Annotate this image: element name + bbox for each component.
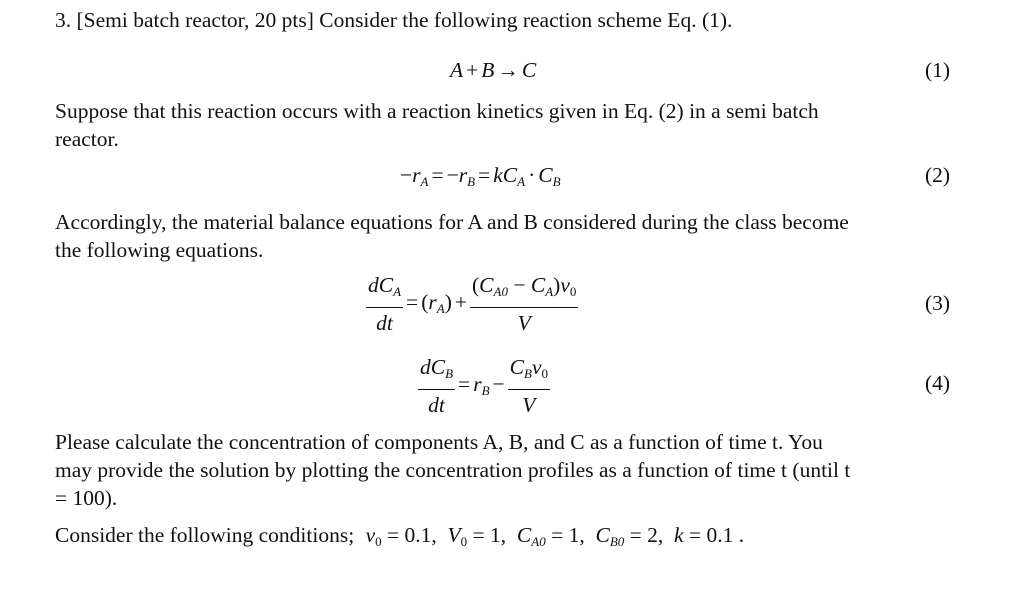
paragraph-1-line-2: reactor. bbox=[55, 127, 119, 151]
equation-3: $\frac{dC_A}{dt}$ = $(r_A)$ + $\frac{(C_{A0} - C_A)v_0}{V}$ bbox=[368, 273, 577, 335]
conditions-values: $v_0 = 0.1$, $V_0 = 1$, $C_{A0} = 1$, $C_{B0} = 2$, k = 0.1 . bbox=[365, 523, 745, 549]
equation-3-number: (3) bbox=[925, 291, 951, 315]
paragraph-3-line-3: = 100). bbox=[55, 486, 118, 510]
equation-4-number: (4) bbox=[925, 371, 951, 395]
paragraph-3-line-1: Please calculate the concentration of components A, B, and C as a function of time t. You bbox=[55, 430, 823, 454]
equation-2: $-r_A = -r_B = kC_A \cdot C_B$ bbox=[400, 163, 561, 189]
conditions-line bbox=[55, 522, 744, 555]
equation-2-number: (2) bbox=[925, 163, 951, 187]
paragraph-3-line-2: may provide the solution by plotting the concentration profiles as a function of time t (until t bbox=[55, 458, 851, 482]
equation-1: A + B → C bbox=[450, 58, 537, 82]
paragraph-1-line-1: Suppose that this reaction occurs with a reaction kinetics given in Eq. (2) in a semi batch bbox=[55, 99, 819, 123]
paragraph-2-line-2: the following equations. bbox=[55, 238, 264, 262]
equation-1-number: (1) bbox=[925, 58, 951, 82]
conditions-label: Consider the following conditions; bbox=[55, 523, 355, 547]
paragraph-2-line-1: Accordingly, the material balance equations for A and B considered during the class become bbox=[55, 210, 849, 234]
equation-4: $\frac{dC_B}{dt}$ = $r_B$ − $\frac{C_Bv_0}{V}$ bbox=[420, 355, 548, 417]
problem-heading: 3. [Semi batch reactor, 20 pts] Consider the following reaction scheme Eq. (1). bbox=[55, 8, 733, 32]
